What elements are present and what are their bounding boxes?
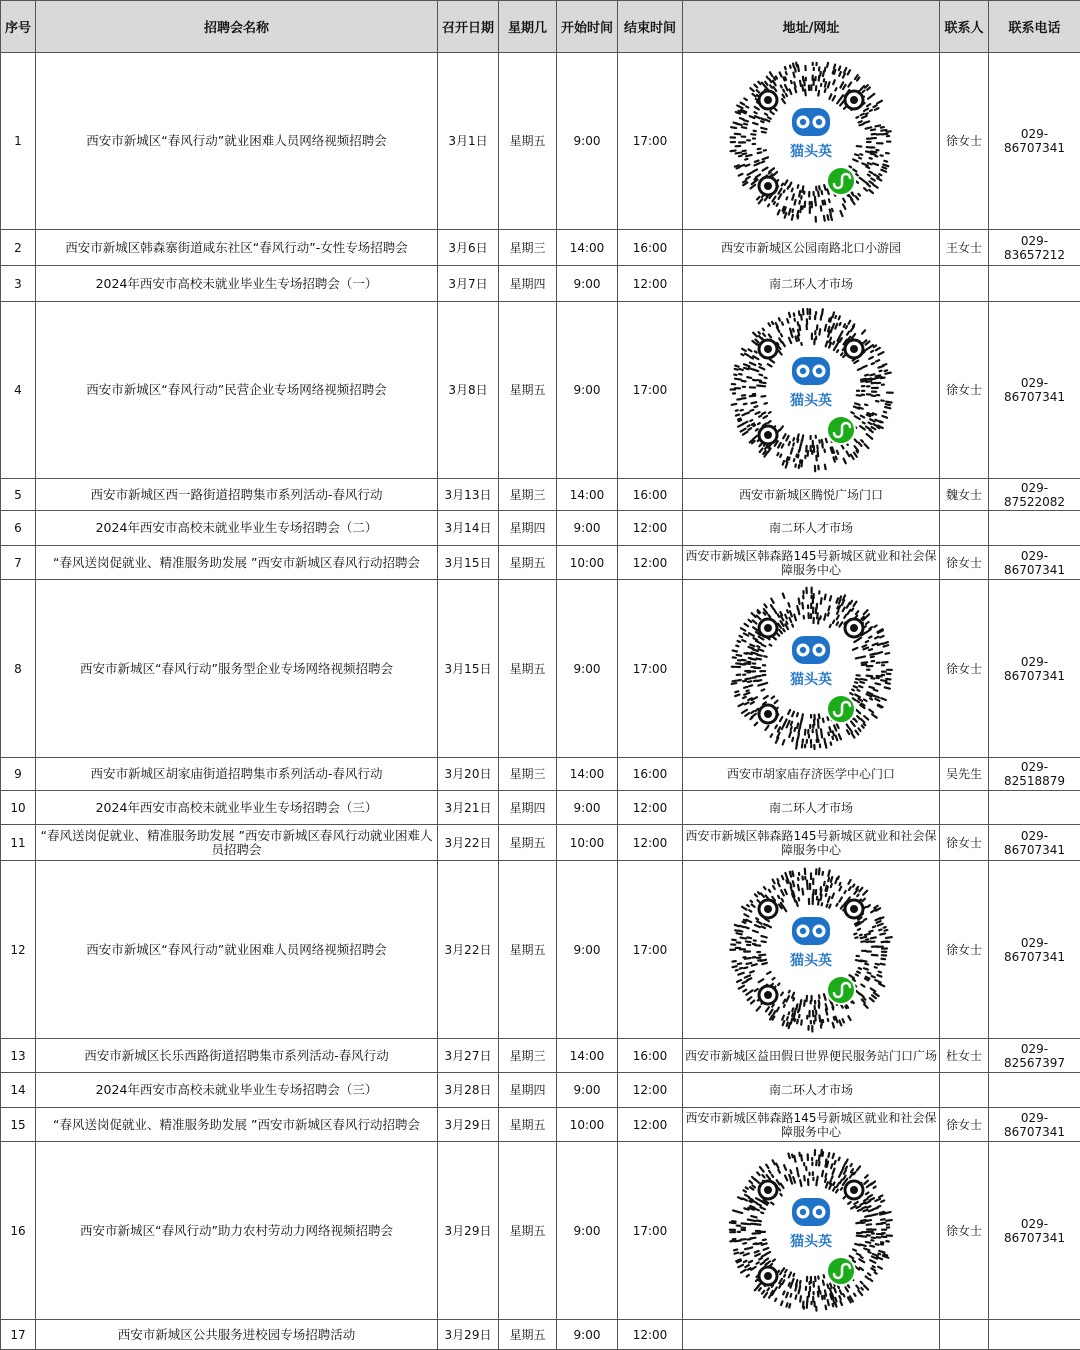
contact-person: 徐女士 xyxy=(940,302,989,479)
end-time: 12:00 xyxy=(618,546,683,580)
fair-name: “春风送岗促就业、精准服务助发展 ”西安市新城区春风行动招聘会 xyxy=(36,546,438,580)
header-contact: 联系人 xyxy=(940,1,989,53)
start-time: 9:00 xyxy=(557,53,618,230)
fair-name: 西安市新城区“春风行动”服务型企业专场网络视频招聘会 xyxy=(36,580,438,758)
fair-weekday: 星期四 xyxy=(499,266,557,302)
mini-program-qr-code[interactable] xyxy=(728,58,894,224)
fair-weekday: 星期三 xyxy=(499,758,557,791)
address: 西安市新城区腾悦广场门口 xyxy=(683,479,940,511)
fair-name: 西安市新城区公共服务进校园专场招聘活动 xyxy=(36,1320,438,1350)
start-time: 9:00 xyxy=(557,580,618,758)
table-row xyxy=(1,302,1080,479)
header-end-time: 结束时间 xyxy=(618,1,683,53)
table-row xyxy=(1,1073,1080,1108)
contact-phone: 029-86707341 xyxy=(989,825,1080,861)
fair-weekday: 星期三 xyxy=(499,230,557,266)
fair-weekday: 星期五 xyxy=(499,302,557,479)
table-row xyxy=(1,53,1080,230)
end-time: 17:00 xyxy=(618,302,683,479)
fair-name: 2024年西安市高校未就业毕业生专场招聘会（二） xyxy=(36,511,438,546)
contact-person xyxy=(940,1320,989,1350)
table-row xyxy=(1,479,1080,511)
fair-date: 3月1日 xyxy=(438,53,499,230)
address: 西安市新城区韩森路145号新城区就业和社会保障服务中心 xyxy=(683,825,940,861)
header-row xyxy=(1,1,1080,53)
end-time: 17:00 xyxy=(618,1142,683,1320)
contact-person: 徐女士 xyxy=(940,861,989,1039)
start-time: 14:00 xyxy=(557,479,618,511)
row-number: 13 xyxy=(1,1039,36,1073)
contact-phone: 029-82518879 xyxy=(989,758,1080,791)
row-number: 15 xyxy=(1,1108,36,1142)
end-time: 12:00 xyxy=(618,511,683,546)
fair-date: 3月15日 xyxy=(438,580,499,758)
qr-brand-text: 猫头英 xyxy=(790,392,832,409)
fair-date: 3月7日 xyxy=(438,266,499,302)
row-number: 10 xyxy=(1,791,36,825)
start-time: 9:00 xyxy=(557,511,618,546)
start-time: 14:00 xyxy=(557,230,618,266)
contact-person xyxy=(940,1073,989,1108)
fair-name: “春风送岗促就业、精准服务助发展 ”西安市新城区春风行动招聘会 xyxy=(36,1108,438,1142)
contact-phone xyxy=(989,266,1080,302)
contact-person: 王女士 xyxy=(940,230,989,266)
mini-program-qr-code[interactable] xyxy=(728,307,894,473)
row-number: 4 xyxy=(1,302,36,479)
contact-person: 徐女士 xyxy=(940,546,989,580)
fair-weekday: 星期四 xyxy=(499,1073,557,1108)
start-time: 10:00 xyxy=(557,546,618,580)
fair-date: 3月27日 xyxy=(438,1039,499,1073)
start-time: 14:00 xyxy=(557,1039,618,1073)
row-number: 7 xyxy=(1,546,36,580)
mini-program-qr-code[interactable] xyxy=(728,867,894,1033)
contact-phone: 029-83657212 xyxy=(989,230,1080,266)
end-time: 17:00 xyxy=(618,861,683,1039)
contact-phone xyxy=(989,791,1080,825)
table-row xyxy=(1,1039,1080,1073)
address: 西安市新城区韩森路145号新城区就业和社会保障服务中心 xyxy=(683,546,940,580)
end-time: 16:00 xyxy=(618,479,683,511)
header-no: 序号 xyxy=(1,1,36,53)
fair-date: 3月8日 xyxy=(438,302,499,479)
fair-name: 2024年西安市高校未就业毕业生专场招聘会（三） xyxy=(36,791,438,825)
fair-weekday: 星期五 xyxy=(499,546,557,580)
fair-weekday: 星期三 xyxy=(499,1039,557,1073)
table-row xyxy=(1,546,1080,580)
end-time: 12:00 xyxy=(618,1320,683,1350)
start-time: 10:00 xyxy=(557,825,618,861)
fair-weekday: 星期五 xyxy=(499,53,557,230)
end-time: 16:00 xyxy=(618,758,683,791)
fair-name: 西安市新城区“春风行动”民营企业专场网络视频招聘会 xyxy=(36,302,438,479)
fair-name: 西安市新城区“春风行动”就业困难人员网络视频招聘会 xyxy=(36,53,438,230)
end-time: 16:00 xyxy=(618,1039,683,1073)
row-number: 16 xyxy=(1,1142,36,1320)
contact-person: 魏女士 xyxy=(940,479,989,511)
fair-name: 西安市新城区“春风行动”就业困难人员网络视频招聘会 xyxy=(36,861,438,1039)
contact-person: 徐女士 xyxy=(940,825,989,861)
address xyxy=(683,861,940,1039)
address xyxy=(683,302,940,479)
header-address: 地址/网址 xyxy=(683,1,940,53)
fair-date: 3月22日 xyxy=(438,825,499,861)
table-row xyxy=(1,825,1080,861)
end-time: 12:00 xyxy=(618,266,683,302)
table-row xyxy=(1,1142,1080,1320)
contact-phone: 029-86707341 xyxy=(989,53,1080,230)
table-body xyxy=(1,53,1080,1350)
fair-weekday: 星期五 xyxy=(499,580,557,758)
table-row xyxy=(1,1108,1080,1142)
table-row xyxy=(1,266,1080,302)
address: 西安市新城区韩森路145号新城区就业和社会保障服务中心 xyxy=(683,1108,940,1142)
contact-phone: 029-87522082 xyxy=(989,479,1080,511)
address xyxy=(683,580,940,758)
end-time: 17:00 xyxy=(618,580,683,758)
contact-person xyxy=(940,791,989,825)
qr-brand-text: 猫头英 xyxy=(790,671,832,688)
contact-phone: 029-86707341 xyxy=(989,1108,1080,1142)
fair-date: 3月29日 xyxy=(438,1108,499,1142)
contact-person xyxy=(940,511,989,546)
table-row xyxy=(1,580,1080,758)
contact-phone: 029-86707341 xyxy=(989,546,1080,580)
header-phone: 联系电话 xyxy=(989,1,1080,53)
header-date: 召开日期 xyxy=(438,1,499,53)
fair-weekday: 星期五 xyxy=(499,1142,557,1320)
header-name: 招聘会名称 xyxy=(36,1,438,53)
start-time: 9:00 xyxy=(557,266,618,302)
row-number: 14 xyxy=(1,1073,36,1108)
fair-weekday: 星期五 xyxy=(499,1320,557,1350)
contact-phone: 029-86707341 xyxy=(989,302,1080,479)
table-row xyxy=(1,758,1080,791)
address: 西安市胡家庙存济医学中心门口 xyxy=(683,758,940,791)
address: 西安市新城区益田假日世界便民服务站门口广场 xyxy=(683,1039,940,1073)
start-time: 9:00 xyxy=(557,861,618,1039)
address: 南二环人才市场 xyxy=(683,266,940,302)
fair-name: 2024年西安市高校未就业毕业生专场招聘会（三） xyxy=(36,1073,438,1108)
header-start-time: 开始时间 xyxy=(557,1,618,53)
header-weekday: 星期几 xyxy=(499,1,557,53)
row-number: 3 xyxy=(1,266,36,302)
contact-phone: 029-82567397 xyxy=(989,1039,1080,1073)
start-time: 9:00 xyxy=(557,1142,618,1320)
table-row xyxy=(1,861,1080,1039)
contact-phone xyxy=(989,1073,1080,1108)
fair-weekday: 星期四 xyxy=(499,511,557,546)
row-number: 2 xyxy=(1,230,36,266)
fair-date: 3月29日 xyxy=(438,1320,499,1350)
contact-phone: 029-86707341 xyxy=(989,580,1080,758)
fair-date: 3月28日 xyxy=(438,1073,499,1108)
fair-date: 3月21日 xyxy=(438,791,499,825)
table-row xyxy=(1,511,1080,546)
table-row xyxy=(1,791,1080,825)
contact-person: 徐女士 xyxy=(940,1142,989,1320)
mini-program-qr-code[interactable] xyxy=(728,1148,894,1314)
qr-brand-text: 猫头英 xyxy=(790,952,832,969)
end-time: 12:00 xyxy=(618,1073,683,1108)
fair-weekday: 星期三 xyxy=(499,479,557,511)
contact-person: 吴先生 xyxy=(940,758,989,791)
fair-date: 3月15日 xyxy=(438,546,499,580)
fair-date: 3月29日 xyxy=(438,1142,499,1320)
qr-brand-text: 猫头英 xyxy=(790,143,832,160)
fair-weekday: 星期五 xyxy=(499,825,557,861)
fair-date: 3月22日 xyxy=(438,861,499,1039)
end-time: 12:00 xyxy=(618,825,683,861)
table-row xyxy=(1,1320,1080,1350)
address: 南二环人才市场 xyxy=(683,511,940,546)
fair-name: 西安市新城区西一路街道招聘集市系列活动-春风行动 xyxy=(36,479,438,511)
fair-name: 西安市新城区“春风行动”助力农村劳动力网络视频招聘会 xyxy=(36,1142,438,1320)
start-time: 9:00 xyxy=(557,1320,618,1350)
address xyxy=(683,53,940,230)
fair-name: 西安市新城区长乐西路街道招聘集市系列活动-春风行动 xyxy=(36,1039,438,1073)
contact-phone xyxy=(989,511,1080,546)
start-time: 9:00 xyxy=(557,302,618,479)
end-time: 16:00 xyxy=(618,230,683,266)
row-number: 17 xyxy=(1,1320,36,1350)
address: 南二环人才市场 xyxy=(683,791,940,825)
fair-date: 3月14日 xyxy=(438,511,499,546)
start-time: 10:00 xyxy=(557,1108,618,1142)
fair-weekday: 星期五 xyxy=(499,861,557,1039)
address xyxy=(683,1320,940,1350)
contact-phone: 029-86707341 xyxy=(989,1142,1080,1320)
mini-program-qr-code[interactable] xyxy=(728,586,894,752)
address: 南二环人才市场 xyxy=(683,1073,940,1108)
row-number: 1 xyxy=(1,53,36,230)
end-time: 12:00 xyxy=(618,1108,683,1142)
address xyxy=(683,1142,940,1320)
contact-person: 徐女士 xyxy=(940,580,989,758)
contact-person xyxy=(940,266,989,302)
fair-date: 3月20日 xyxy=(438,758,499,791)
qr-brand-text: 猫头英 xyxy=(790,1233,832,1250)
fair-name: 西安市新城区胡家庙街道招聘集市系列活动-春风行动 xyxy=(36,758,438,791)
contact-person: 徐女士 xyxy=(940,1108,989,1142)
row-number: 12 xyxy=(1,861,36,1039)
fair-weekday: 星期五 xyxy=(499,1108,557,1142)
fair-name: 西安市新城区韩森寨街道咸东社区“春风行动”-女性专场招聘会 xyxy=(36,230,438,266)
start-time: 14:00 xyxy=(557,758,618,791)
end-time: 12:00 xyxy=(618,791,683,825)
contact-phone xyxy=(989,1320,1080,1350)
fair-name: 2024年西安市高校未就业毕业生专场招聘会（一） xyxy=(36,266,438,302)
fair-weekday: 星期四 xyxy=(499,791,557,825)
row-number: 9 xyxy=(1,758,36,791)
row-number: 8 xyxy=(1,580,36,758)
fair-name: “春风送岗促就业、精准服务助发展 ”西安市新城区春风行动就业困难人员招聘会 xyxy=(36,825,438,861)
contact-phone: 029-86707341 xyxy=(989,861,1080,1039)
contact-person: 徐女士 xyxy=(940,53,989,230)
start-time: 9:00 xyxy=(557,1073,618,1108)
fair-date: 3月6日 xyxy=(438,230,499,266)
fair-date: 3月13日 xyxy=(438,479,499,511)
start-time: 9:00 xyxy=(557,791,618,825)
address: 西安市新城区公园南路北口小游园 xyxy=(683,230,940,266)
row-number: 6 xyxy=(1,511,36,546)
end-time: 17:00 xyxy=(618,53,683,230)
row-number: 5 xyxy=(1,479,36,511)
row-number: 11 xyxy=(1,825,36,861)
contact-person: 杜女士 xyxy=(940,1039,989,1073)
table-row xyxy=(1,230,1080,266)
